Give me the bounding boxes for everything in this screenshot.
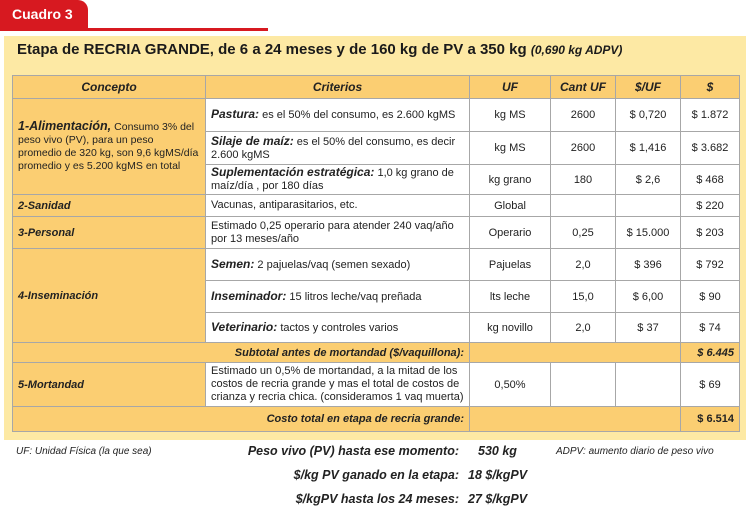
cant-cell: [551, 195, 616, 217]
cant-cell: 15,0: [551, 281, 616, 313]
table-row: [13, 249, 740, 281]
price-cell: $ 2,6: [616, 165, 681, 195]
total-cell: $ 74: [681, 313, 740, 343]
criteria-cell: Estimado un 0,5% de mortandad, a la mitad de los costos de recria grande y mas el total de costos de crianza y recria chica. (consideramos 1 vaq muerta): [206, 363, 470, 407]
concept-sanidad: 2-Sanidad: [13, 195, 206, 217]
criteria-cell: [206, 249, 470, 281]
criteria-text: 15 litros leche/vaq preñada: [289, 290, 422, 303]
total-cell: $ 3.682: [681, 132, 740, 165]
uf-cell: kg MS: [470, 99, 551, 132]
badge-underline: [0, 28, 268, 31]
price-cell: [616, 363, 681, 407]
adpv-note: ADPV: aumento diario de peso vivo: [556, 446, 714, 457]
price-cell: $ 15.000: [616, 217, 681, 249]
table-row: [13, 195, 740, 217]
cant-cell: 2600: [551, 99, 616, 132]
fact-value-24meses: 27 $/kgPV: [468, 492, 528, 506]
uf-cell: kg grano: [470, 165, 551, 195]
uf-cell: kg MS: [470, 132, 551, 165]
price-cell: $ 1,416: [616, 132, 681, 165]
header-cant-uf: Cant UF: [551, 76, 616, 99]
cant-cell: 0,25: [551, 217, 616, 249]
uf-cell: lts leche: [470, 281, 551, 313]
criteria-cell: [206, 281, 470, 313]
total-cell: $ 1.872: [681, 99, 740, 132]
concept-alimentacion: [13, 99, 206, 195]
uf-cell: kg novillo: [470, 313, 551, 343]
price-cell: [616, 195, 681, 217]
concept-desc: Consumo 3% del peso vivo (PV), para un peso promedio de 320 kg, son 9,6 kgMS/día promedio y es 5.200 kgMS en total: [18, 121, 199, 172]
criteria-label: Silaje de maíz:: [211, 133, 294, 148]
total-cell: $ 69: [681, 363, 740, 407]
subtotal-label: Subtotal antes de mortandad ($/vaquillona):: [13, 343, 470, 363]
header-uf: UF: [470, 76, 551, 99]
header-criterios: Criterios: [206, 76, 470, 99]
cant-cell: [551, 363, 616, 407]
criteria-cell: [206, 99, 470, 132]
total-cell: $ 220: [681, 195, 740, 217]
title-adpv: (0,690 kg ADPV): [530, 43, 623, 57]
cant-cell: 2600: [551, 132, 616, 165]
total-cell: $ 468: [681, 165, 740, 195]
fact-label-ganado: $/kg PV ganado en la etapa:: [293, 468, 459, 482]
fact-label-peso: Peso vivo (PV) hasta ese momento:: [247, 444, 459, 458]
price-cell: $ 0,720: [616, 99, 681, 132]
fact-value-peso: 530 kg: [478, 444, 517, 458]
table-row: [13, 99, 740, 132]
title-main: Etapa de RECRIA GRANDE, de 6 a 24 meses y de 160 kg de PV a 350 kg: [17, 41, 527, 58]
cost-table: [12, 75, 740, 432]
subtotal-value: $ 6.445: [681, 343, 740, 363]
total-label: Costo total en etapa de recria grande:: [13, 407, 470, 432]
table-row: [13, 363, 740, 407]
criteria-cell: [206, 313, 470, 343]
criteria-label: Semen:: [211, 256, 255, 271]
price-cell: $ 6,00: [616, 281, 681, 313]
total-row: [13, 407, 740, 432]
criteria-label: Inseminador:: [211, 288, 287, 303]
subtotal-spacer: [470, 343, 681, 363]
table-row: [13, 217, 740, 249]
concept-personal: 3-Personal: [13, 217, 206, 249]
header-concepto: Concepto: [13, 76, 206, 99]
cuadro-badge-label: Cuadro 3: [0, 0, 88, 28]
criteria-text: es el 50% del consumo, es 2.600 kgMS: [262, 109, 456, 121]
uf-cell: Global: [470, 195, 551, 217]
page-title: [17, 41, 622, 58]
criteria-cell: [206, 132, 470, 165]
total-cell: $ 203: [681, 217, 740, 249]
criteria-text: 1,0 kg grano de maíz/día , por 180 días: [211, 167, 454, 192]
fact-label-24meses: $/kgPV hasta los 24 meses:: [295, 492, 459, 506]
uf-cell: Pajuelas: [470, 249, 551, 281]
uf-cell: 0,50%: [470, 363, 551, 407]
concept-name: 1-Alimentación,: [18, 119, 112, 133]
total-cell: $ 792: [681, 249, 740, 281]
title-bar: [4, 36, 746, 64]
criteria-text: 2 pajuelas/vaq (semen sexado): [257, 258, 411, 271]
cant-cell: 2,0: [551, 313, 616, 343]
criteria-text: es el 50% del consumo, es decir 2.600 kgMS: [211, 135, 456, 161]
header-total: $: [681, 76, 740, 99]
uf-note: UF: Unidad Física (la que sea): [16, 446, 152, 457]
table-header-row: [13, 76, 740, 99]
criteria-cell: [206, 165, 470, 195]
criteria-text: tactos y controles varios: [280, 321, 399, 334]
criteria-cell: Estimado 0,25 operario para atender 240 vaq/año por 13 meses/año: [206, 217, 470, 249]
criteria-label: Pastura:: [211, 107, 260, 121]
cant-cell: 180: [551, 165, 616, 195]
criteria-label: Suplementación estratégica:: [211, 165, 375, 179]
subtotal-row: [13, 343, 740, 363]
concept-inseminacion: 4-Inseminación: [13, 249, 206, 343]
price-cell: $ 396: [616, 249, 681, 281]
criteria-label: Veterinario:: [211, 319, 278, 334]
fact-value-ganado: 18 $/kgPV: [468, 468, 528, 482]
price-cell: $ 37: [616, 313, 681, 343]
total-cell: $ 90: [681, 281, 740, 313]
total-value: $ 6.514: [681, 407, 740, 432]
cuadro-badge: [0, 0, 268, 30]
uf-cell: Operario: [470, 217, 551, 249]
header-precio-uf: $/UF: [616, 76, 681, 99]
cant-cell: 2,0: [551, 249, 616, 281]
criteria-cell: Vacunas, antiparasitarios, etc.: [206, 195, 470, 217]
total-spacer: [470, 407, 681, 432]
concept-mortandad: 5-Mortandad: [13, 363, 206, 407]
